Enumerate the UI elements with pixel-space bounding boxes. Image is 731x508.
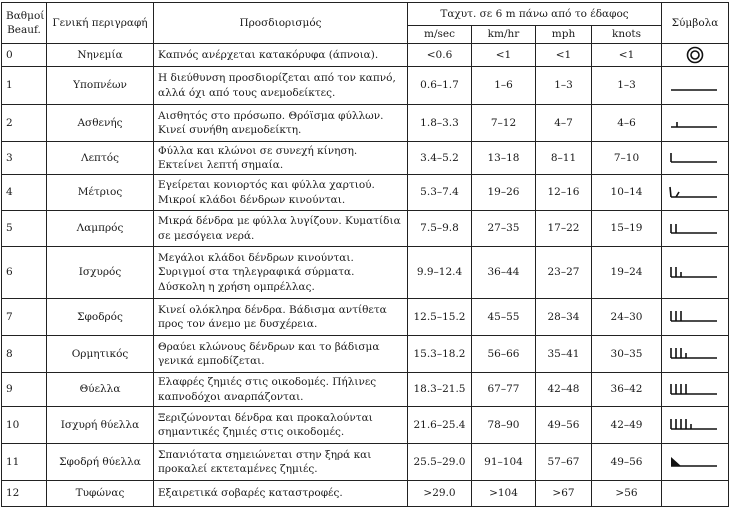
wind-barb-icon (665, 112, 725, 134)
speed-ms: 18.3–21.5 (408, 373, 472, 407)
speed-ms: 0.6–1.7 (408, 67, 472, 105)
table-row (2, 336, 729, 373)
table-row (2, 373, 729, 407)
speed-kmh: 91–104 (472, 444, 536, 481)
speed-knots: 30–35 (592, 336, 662, 373)
speed-kmh: 1–6 (472, 67, 536, 105)
wind-barb-icon (665, 414, 725, 436)
general-description: Υποπνέων (47, 67, 154, 105)
table-row (2, 142, 729, 175)
speed-ms: 5.3–7.4 (408, 175, 472, 211)
wind-barb-icon (665, 483, 725, 505)
wind-barb-icon (665, 147, 725, 169)
speed-kmh: <1 (472, 44, 536, 67)
specification: Κινεί ολόκληρα δένδρα. Βάδισμα αντίθετα προς τον άνεμο με δυσχέρεια. (154, 299, 408, 336)
speed-knots: 10–14 (592, 175, 662, 211)
wind-symbol-cell (662, 67, 729, 105)
specification: Εγείρεται κονιορτός και φύλλα χαρτιού. Μικροί κλάδοι δένδρων κινούνται. (154, 175, 408, 211)
header-specification: Προσδιορισμός (154, 3, 408, 44)
beaufort-scale-table (1, 2, 729, 507)
table-row (2, 211, 729, 247)
general-description: Ορμητικός (47, 336, 154, 373)
speed-kmh: 78–90 (472, 407, 536, 444)
speed-mph: >67 (536, 481, 592, 507)
wind-symbol-cell (662, 247, 729, 299)
header-ms: m/sec (408, 26, 472, 44)
wind-symbol-cell (662, 105, 729, 142)
speed-kmh: 27–35 (472, 211, 536, 247)
specification: Σπανιότατα σημειώνεται στην ξηρά και προκαλεί εκτεταμένες ζημιές. (154, 444, 408, 481)
wind-barb-icon (665, 182, 725, 204)
general-description: Λαμπρός (47, 211, 154, 247)
general-description: Νηνεμία (47, 44, 154, 67)
speed-ms: >29.0 (408, 481, 472, 507)
speed-knots: 7–10 (592, 142, 662, 175)
general-description: Σφοδρός (47, 299, 154, 336)
beaufort-force: 10 (2, 407, 47, 444)
speed-knots: 24–30 (592, 299, 662, 336)
specification: Μικρά δένδρα με φύλλα λυγίζουν. Κυματίδια σε μεσόγεια νερά. (154, 211, 408, 247)
table-row (2, 444, 729, 481)
speed-mph: 8–11 (536, 142, 592, 175)
table-body (2, 44, 729, 507)
speed-mph: 23–27 (536, 247, 592, 299)
specification: Ξεριζώνονται δένδρα και προκαλούνται σημαντικές ζημιές στις οικοδομές. (154, 407, 408, 444)
wind-symbol-cell (662, 211, 729, 247)
beaufort-force: 7 (2, 299, 47, 336)
general-description: Ασθενής (47, 105, 154, 142)
speed-ms: 7.5–9.8 (408, 211, 472, 247)
wind-barb-icon (665, 218, 725, 240)
header-mph: mph (536, 26, 592, 44)
specification: Ελαφρές ζημιές στις οικοδομές. Πήλινες καπνοδόχοι αναρπάζονται. (154, 373, 408, 407)
table-row (2, 44, 729, 67)
general-description: Λεπτός (47, 142, 154, 175)
general-description: Ισχυρός (47, 247, 154, 299)
header-knots: knots (592, 26, 662, 44)
specification: Θραύει κλώνους δένδρων και το βάδισμα γενικά εμποδίζεται. (154, 336, 408, 373)
speed-mph: 49–56 (536, 407, 592, 444)
table-row (2, 481, 729, 507)
table-row (2, 175, 729, 211)
wind-barb-icon (665, 75, 725, 97)
speed-knots: 4–6 (592, 105, 662, 142)
general-description: Τυφώνας (47, 481, 154, 507)
header-force: Βαθμοί Beauf. (2, 3, 47, 44)
speed-mph: 12–16 (536, 175, 592, 211)
speed-kmh: 67–77 (472, 373, 536, 407)
speed-knots: 15–19 (592, 211, 662, 247)
beaufort-force: 0 (2, 44, 47, 67)
beaufort-force: 8 (2, 336, 47, 373)
wind-barb-icon (665, 306, 725, 328)
wind-symbol-cell (662, 44, 729, 67)
beaufort-force: 4 (2, 175, 47, 211)
speed-knots: 42–49 (592, 407, 662, 444)
general-description: Θύελλα (47, 373, 154, 407)
speed-mph: 35–41 (536, 336, 592, 373)
specification: Αισθητός στο πρόσωπο. Θρόϊσμα φύλλων. Κινεί συνήθη ανεμοδείκτη. (154, 105, 408, 142)
speed-mph: <1 (536, 44, 592, 67)
speed-ms: 12.5–15.2 (408, 299, 472, 336)
speed-mph: 4–7 (536, 105, 592, 142)
speed-kmh: 36–44 (472, 247, 536, 299)
speed-knots: <1 (592, 44, 662, 67)
wind-barb-icon (665, 44, 725, 66)
header-general-description: Γενική περιγραφή (47, 3, 154, 44)
speed-ms: 3.4–5.2 (408, 142, 472, 175)
speed-ms: 21.6–25.4 (408, 407, 472, 444)
speed-kmh: 7–12 (472, 105, 536, 142)
header-speed-group: Ταχυτ. σε 6 m πάνω από το έδαφος (408, 3, 662, 26)
wind-symbol-cell (662, 444, 729, 481)
header-kmh: km/hr (472, 26, 536, 44)
wind-symbol-cell (662, 142, 729, 175)
beaufort-force: 12 (2, 481, 47, 507)
speed-kmh: 13–18 (472, 142, 536, 175)
speed-kmh: 56–66 (472, 336, 536, 373)
speed-kmh: >104 (472, 481, 536, 507)
table-row (2, 407, 729, 444)
specification: Καπνός ανέρχεται κατακόρυφα (άπνοια). (154, 44, 408, 67)
wind-symbol-cell (662, 175, 729, 211)
speed-ms: 1.8–3.3 (408, 105, 472, 142)
speed-mph: 42–48 (536, 373, 592, 407)
speed-kmh: 19–26 (472, 175, 536, 211)
wind-symbol-cell (662, 481, 729, 507)
speed-ms: 15.3–18.2 (408, 336, 472, 373)
beaufort-force: 2 (2, 105, 47, 142)
general-description: Μέτριος (47, 175, 154, 211)
general-description: Σφοδρή θύελλα (47, 444, 154, 481)
speed-knots: 49–56 (592, 444, 662, 481)
speed-knots: 36–42 (592, 373, 662, 407)
table-row (2, 299, 729, 336)
speed-ms: <0.6 (408, 44, 472, 67)
beaufort-force: 6 (2, 247, 47, 299)
beaufort-force: 9 (2, 373, 47, 407)
table-row (2, 105, 729, 142)
wind-symbol-cell (662, 373, 729, 407)
speed-mph: 28–34 (536, 299, 592, 336)
speed-kmh: 45–55 (472, 299, 536, 336)
beaufort-force: 5 (2, 211, 47, 247)
speed-ms: 25.5–29.0 (408, 444, 472, 481)
general-description: Ισχυρή θύελλα (47, 407, 154, 444)
speed-mph: 1–3 (536, 67, 592, 105)
wind-barb-icon (665, 343, 725, 365)
wind-symbol-cell (662, 336, 729, 373)
table-row (2, 67, 729, 105)
beaufort-force: 1 (2, 67, 47, 105)
speed-mph: 57–67 (536, 444, 592, 481)
speed-knots: >56 (592, 481, 662, 507)
wind-barb-icon (665, 262, 725, 284)
speed-knots: 19–24 (592, 247, 662, 299)
speed-ms: 9.9–12.4 (408, 247, 472, 299)
wind-barb-icon (665, 379, 725, 401)
beaufort-force: 3 (2, 142, 47, 175)
header-symbols: Σύμβολα (662, 3, 729, 44)
wind-symbol-cell (662, 299, 729, 336)
wind-symbol-cell (662, 407, 729, 444)
specification: Η διεύθυνση προσδιορίζεται από τον καπνό, αλλά όχι από τους ανεμοδείκτες. (154, 67, 408, 105)
specification: Φύλλα και κλώνοι σε συνεχή κίνηση. Εκτείνει λεπτή σημαία. (154, 142, 408, 175)
wind-barb-icon (665, 451, 725, 473)
specification: Εξαιρετικά σοβαρές καταστροφές. (154, 481, 408, 507)
speed-mph: 17–22 (536, 211, 592, 247)
table-row (2, 247, 729, 299)
beaufort-force: 11 (2, 444, 47, 481)
speed-knots: 1–3 (592, 67, 662, 105)
specification: Μεγάλοι κλάδοι δένδρων κινούνται. Συριγμοί στα τηλεγραφικά σύρματα. Δύσκολη η χρήση ομπρέλλας. (154, 247, 408, 299)
